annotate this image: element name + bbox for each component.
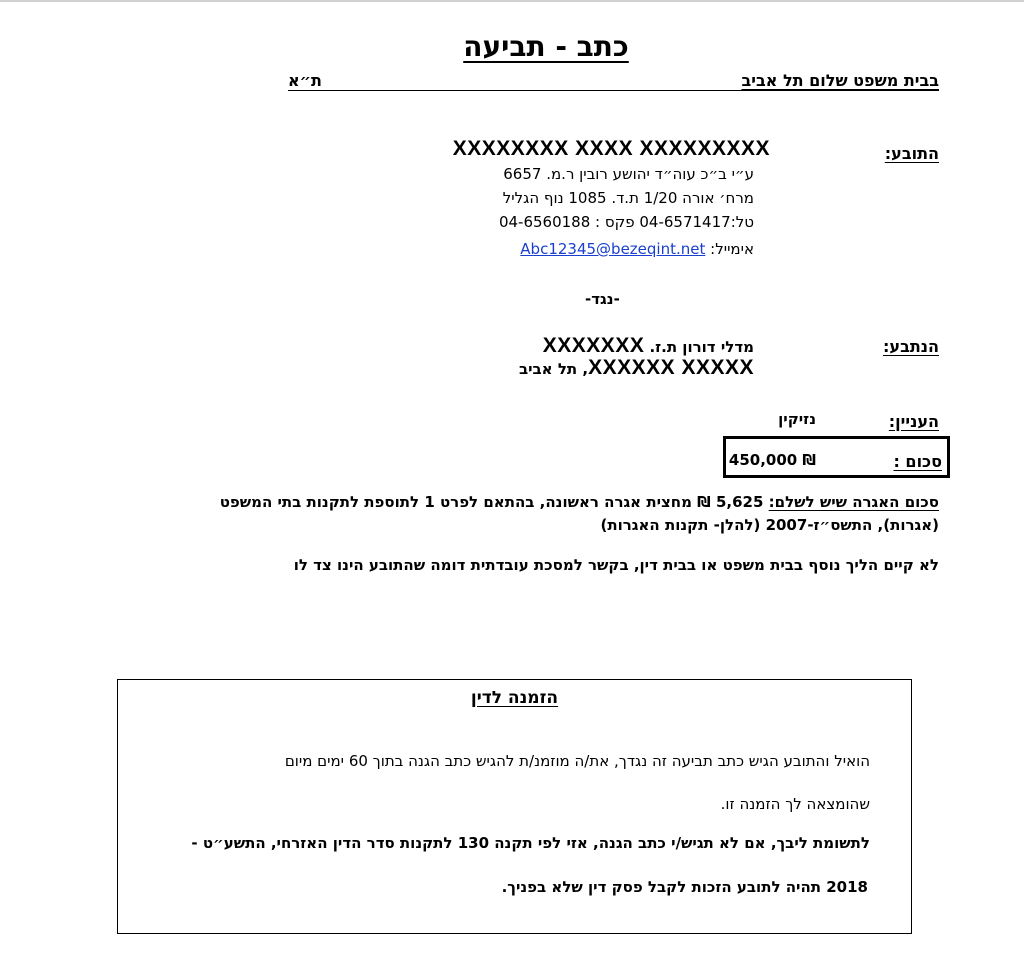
amount-value: 450,000 ₪ — [728, 451, 816, 469]
top-border — [0, 0, 1024, 2]
defendant-city: , תל אביב — [518, 360, 589, 378]
defendant-address-line — [519, 356, 754, 380]
document-title: כתב - תביעה — [463, 30, 629, 63]
defendant-address-masked: XXXXXX XXXXX — [588, 356, 754, 379]
case-number: ת״א — [288, 71, 322, 90]
court-name: בבית משפט שלום תל אביב — [741, 71, 939, 90]
plaintiff-email-row: אימייל: Abc12345@bezeqint.net — [520, 240, 754, 258]
defendant-name: מדלי דורון ת.ז. — [649, 338, 754, 356]
related-proceedings-statement: לא קיים הליך נוסף בבית משפט או בבית דין, בקשר למסכת עובדתית דומה שהתובע הינו צד לו — [293, 556, 939, 574]
plaintiff-attorney-line: ע״י ב״כ עוה״ד יהושע רובין ר.מ. 6657 — [503, 165, 754, 183]
court-line-underline — [288, 90, 939, 91]
subject-label: העניין: — [888, 412, 939, 431]
plaintiff-label: התובע: — [884, 144, 939, 163]
defendant-id-masked: XXXXXXX — [542, 334, 645, 357]
email-link[interactable]: Abc12345@bezeqint.net — [520, 240, 706, 258]
plaintiff-address-line: מרח׳ אורה 1/20 ת.ד. 1085 נוף הגליל — [502, 189, 754, 207]
fee-line-continued: (אגרות), התשס״ז-2007 (להלן- תקנות האגרות) — [600, 516, 939, 534]
plaintiff-name: XXXXXXXX XXXX XXXXXXXXX — [452, 137, 770, 160]
summons-text-line: הואיל והתובע הגיש כתב תביעה זה נגדך, את/ה מוזמנ/ת להגיש כתב הגנה בתוך 60 ימים מיום — [284, 752, 870, 770]
defendant-name-line — [543, 334, 754, 358]
summons-text-line: שהומצאה לך הזמנה זו. — [720, 795, 870, 813]
fee-text: 5,625 ₪ מחצית אגרה ראשונה, בהתאם לפרט 1 לתוספת לתקנות בתי המשפט — [219, 493, 769, 511]
summons-warning-line: לתשומת ליבך, אם לא תגיש/י כתב הגנה, אזי לפי תקנה 130 לתקנות סדר הדין האזרחי, התשע״ט - — [191, 834, 870, 852]
email-label: אימייל — [715, 240, 754, 258]
summons-warning-line: 2018 תהיה לתובע הזכות לקבל פסק דין שלא בפניך. — [501, 878, 868, 896]
fee-label: סכום האגרה שיש לשלם: — [768, 493, 939, 511]
summons-title: הזמנה לדין — [470, 688, 559, 708]
fee-line — [220, 493, 939, 511]
defendant-label: הנתבע: — [883, 337, 939, 356]
amount-label: סכום : — [893, 452, 942, 471]
versus-label: -נגד- — [585, 290, 620, 308]
subject-value: נזיקין — [778, 410, 816, 428]
plaintiff-phone-line: טל:04-6571417 פקס : 04-6560188 — [498, 213, 754, 231]
